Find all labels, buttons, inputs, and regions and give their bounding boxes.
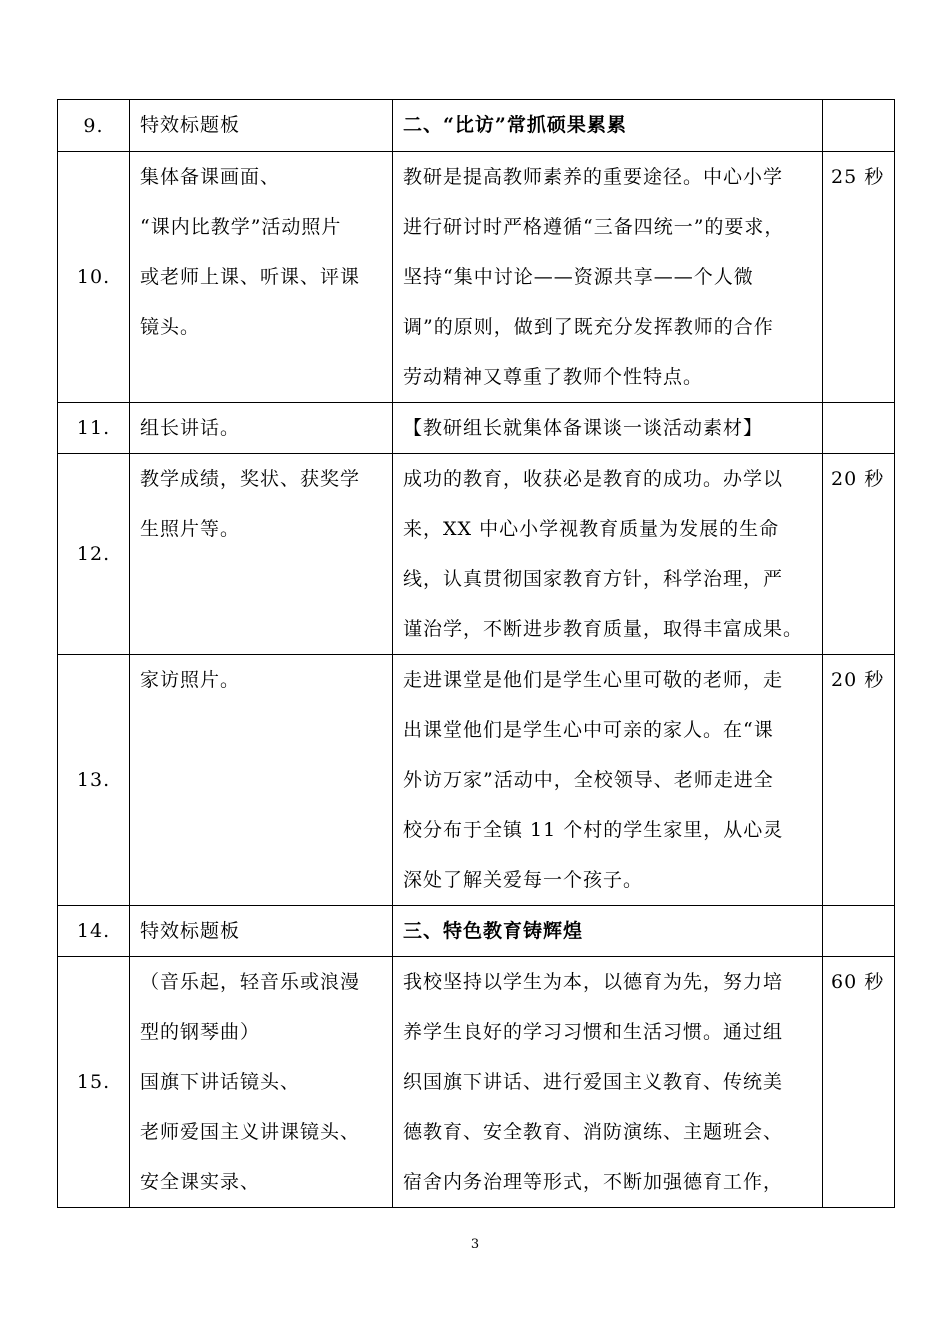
table-row bbox=[58, 152, 895, 403]
narration-cell: 三、特色教育铸辉煌 bbox=[393, 906, 823, 957]
narration-cell: 二、“比访”常抓硕果累累 bbox=[393, 100, 823, 152]
table-row bbox=[58, 403, 895, 454]
row-number: 15. bbox=[58, 957, 130, 1208]
duration-cell bbox=[823, 403, 895, 454]
duration-cell bbox=[823, 100, 895, 152]
scene-cell: （音乐起，轻音乐或浪漫 型的钢琴曲） 国旗下讲话镜头、 老师爱国主义讲课镜头、 安全课实录、 bbox=[130, 957, 393, 1208]
duration-cell: 60 秒 bbox=[823, 957, 895, 1208]
duration-cell: 25 秒 bbox=[823, 152, 895, 403]
narration-cell: 教研是提高教师素养的重要途径。中心小学 进行研讨时严格遵循“三备四统一”的要求， 坚持“集中讨论——资源共享——个人微 调”的原则，做到了既充分发挥教师的合作 劳动精神又尊重了教师个性特点。 bbox=[393, 152, 823, 403]
row-number: 9. bbox=[58, 100, 130, 152]
table-row bbox=[58, 957, 895, 1208]
duration-cell bbox=[823, 906, 895, 957]
scene-cell: 教学成绩，奖状、获奖学 生照片等。 bbox=[130, 454, 393, 655]
duration-cell: 20 秒 bbox=[823, 655, 895, 906]
row-number: 11. bbox=[58, 403, 130, 454]
scene-cell: 家访照片。 bbox=[130, 655, 393, 906]
table-row bbox=[58, 100, 895, 152]
scene-cell: 组长讲话。 bbox=[130, 403, 393, 454]
page-number: 3 bbox=[470, 1237, 480, 1252]
table-row bbox=[58, 454, 895, 655]
duration-cell: 20 秒 bbox=[823, 454, 895, 655]
scene-cell: 集体备课画面、 “课内比教学”活动照片 或老师上课、听课、评课 镜头。 bbox=[130, 152, 393, 403]
script-table bbox=[57, 99, 895, 1208]
row-number: 13. bbox=[58, 655, 130, 906]
row-number: 14. bbox=[58, 906, 130, 957]
narration-cell: 成功的教育，收获必是教育的成功。办学以 来，XX 中心小学视教育质量为发展的生命 线，认真贯彻国家教育方针，科学治理，严 谨治学，不断进步教育质量，取得丰富成果。 bbox=[393, 454, 823, 655]
narration-cell: 走进课堂是他们是学生心里可敬的老师，走 出课堂他们是学生心中可亲的家人。在“课 外访万家”活动中，全校领导、老师走进全 校分布于全镇 11 个村的学生家里，从心灵 深处了解关爱每一个孩子。 bbox=[393, 655, 823, 906]
narration-cell: 我校坚持以学生为本，以德育为先，努力培 养学生良好的学习习惯和生活习惯。通过组 织国旗下讲话、进行爱国主义教育、传统美 德教育、安全教育、消防演练、主题班会、 宿舍内务治理等形式，不断加强德育工作， bbox=[393, 957, 823, 1208]
narration-cell: 【教研组长就集体备课谈一谈活动素材】 bbox=[393, 403, 823, 454]
table-row bbox=[58, 655, 895, 906]
scene-cell: 特效标题板 bbox=[130, 100, 393, 152]
row-number: 12. bbox=[58, 454, 130, 655]
table-row bbox=[58, 906, 895, 957]
row-number: 10. bbox=[58, 152, 130, 403]
scene-cell: 特效标题板 bbox=[130, 906, 393, 957]
